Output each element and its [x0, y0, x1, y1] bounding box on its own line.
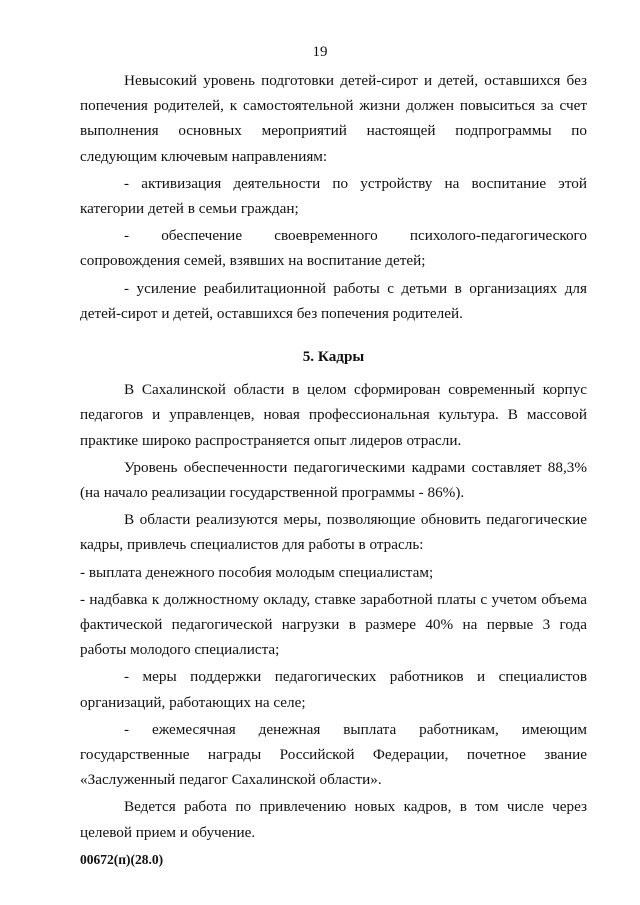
page-number: 19	[312, 44, 328, 60]
list-item-young-specialist-allowance: - выплата денежного пособия молодым специалистам;	[80, 563, 434, 581]
list-item-salary-supplement: - надбавка к должностному окладу, ставке заработной платы с учетом объема фактической педагогической нагрузки в размере 40% на первые 3 года работы молодого специалиста;	[80, 590, 587, 659]
list-item-family-support: - обеспечение своевременного психолого-педагогического сопровождения семей, взявших на воспитание детей;	[80, 227, 587, 270]
paragraph-measures-intro: В области реализуются меры, позволяющие обновить педагогические кадры, привлечь специалистов для работы в отрасль:	[80, 511, 587, 554]
list-item-placement-activity: - активизация деятельности по устройству на воспитание этой категории детей в семьи граждан;	[80, 174, 587, 218]
section-heading: 5. Кадры	[302, 348, 365, 366]
list-item-rural-support: - меры поддержки педагогических работников и специалистов организаций, работающих на селе;	[80, 668, 587, 711]
list-item-monthly-payment: - ежемесячная денежная выплата работникам, имеющим государственные награды Российской Федерации, почетное звание «Заслуженный педагог Сахалинской области».	[80, 720, 587, 789]
page-content	[80, 68, 587, 845]
footer-code: 00672(п)(28.0)	[80, 852, 164, 867]
paragraph-workforce-overview: В Сахалинской области в целом сформирован современный корпус педагогов и управленцев, новая профессиональная культура. В массовой практике широко распространяется опыт лидеров отрасли.	[80, 381, 587, 449]
paragraph-staffing-level: Уровень обеспеченности педагогическими кадрами составляет 88,3% (на начало реализации государственной программы - 86%).	[80, 458, 587, 502]
list-item-rehabilitation: - усиление реабилитационной работы с детьми в организациях для детей-сирот и детей, оставшихся без попечения родителей.	[80, 279, 587, 322]
paragraph-recruitment: Ведется работа по привлечению новых кадров, в том числе через целевой прием и обучение.	[80, 798, 587, 841]
paragraph-intro: Невысокий уровень подготовки детей-сирот и детей, оставшихся без попечения родителей, к самостоятельной жизни должен повыситься за счет выполнения основных мероприятий настоящей подпрограммы по следующим ключевым направлениям:	[80, 72, 587, 165]
